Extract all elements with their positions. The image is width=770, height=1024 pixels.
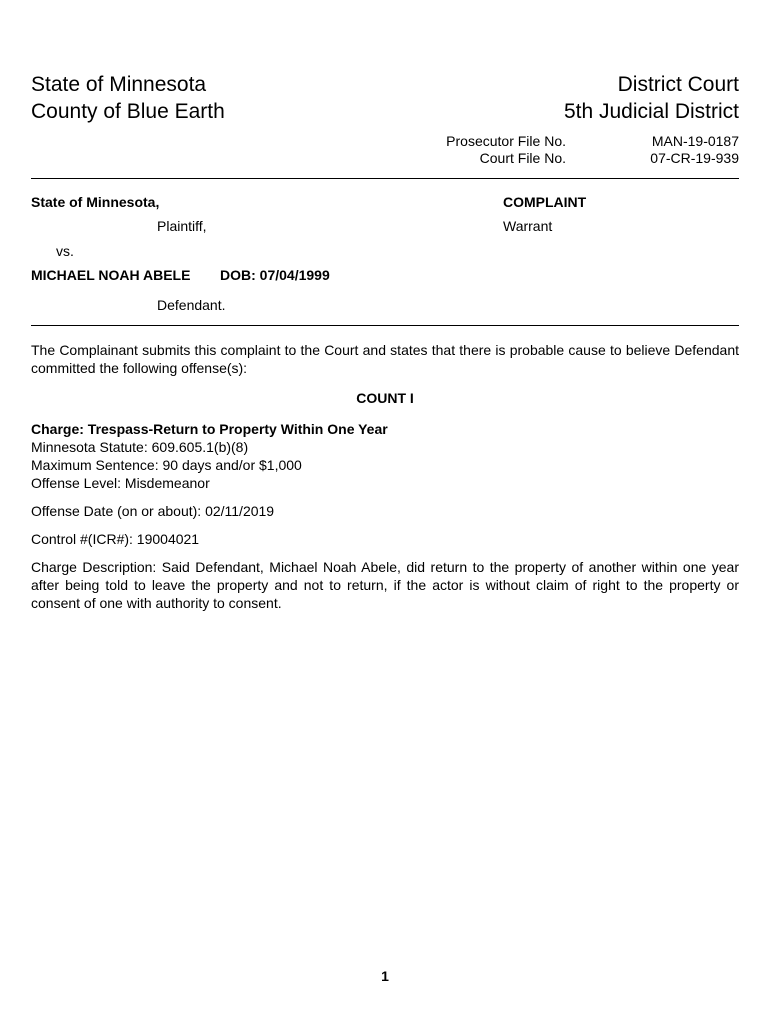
versus-label: vs. (56, 243, 74, 259)
defendant-role: Defendant. (157, 297, 226, 313)
charge-block (31, 420, 739, 492)
caption-divider (31, 325, 739, 326)
charge-description: Charge Description: Said Defendant, Michael Noah Abele, did return to the property of another within one year after being told to leave the property and not to return, if the actor is without claim of right to the property or consent of one with authority to consent. (31, 559, 739, 611)
intro-paragraph: The Complainant submits this complaint to the Court and states that there is probable cause to believe Defendant committed the following offense(s): (31, 342, 739, 376)
prosecutor-file-label: Prosecutor File No. (446, 133, 566, 149)
court-file-label: Court File No. (479, 150, 566, 166)
max-sentence-line: Maximum Sentence: 90 days and/or $1,000 (31, 457, 302, 473)
statute-line: Minnesota Statute: 609.605.1(b)(8) (31, 439, 249, 455)
header-divider (31, 178, 739, 179)
offense-level-line: Offense Level: Misdemeanor (31, 475, 210, 491)
header-district: 5th Judicial District (563, 100, 739, 123)
charge-title: Charge: Trespass-Return to Property Within One Year (31, 421, 388, 437)
complaint-title: COMPLAINT (503, 194, 587, 210)
offense-date: Offense Date (on or about): 02/11/2019 (31, 503, 275, 519)
complaint-subtype: Warrant (503, 218, 553, 234)
count-heading: COUNT I (356, 390, 414, 406)
court-file-value: 07-CR-19-939 (650, 150, 739, 166)
header-state: State of Minnesota (31, 73, 207, 96)
plaintiff-role: Plaintiff, (157, 218, 207, 234)
prosecutor-file-value: MAN-19-0187 (651, 133, 739, 149)
defendant-name: MICHAEL NOAH ABELE (31, 267, 191, 283)
control-number: Control #(ICR#): 19004021 (31, 531, 200, 547)
header-court: District Court (617, 73, 739, 96)
header-county: County of Blue Earth (31, 100, 225, 123)
defendant-dob: DOB: 07/04/1999 (220, 267, 330, 283)
plaintiff-name: State of Minnesota, (31, 194, 160, 210)
page-number: 1 (381, 968, 389, 984)
